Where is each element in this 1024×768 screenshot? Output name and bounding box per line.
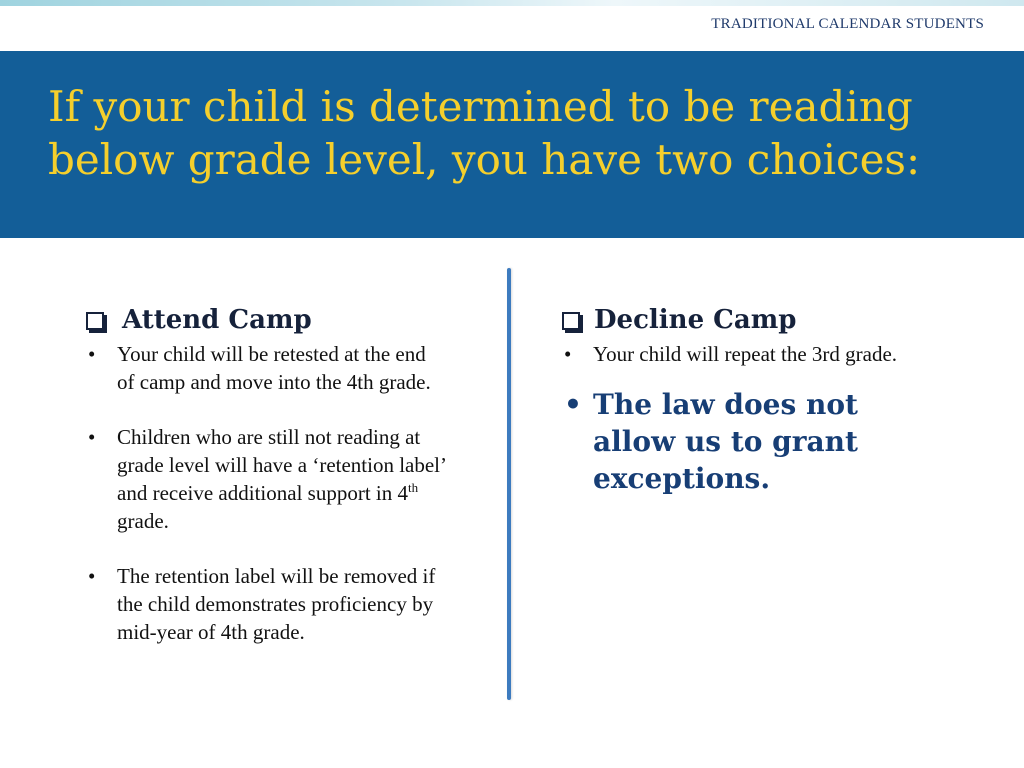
bullet-text-tail: grade. (117, 509, 169, 533)
decline-camp-heading (562, 300, 922, 340)
slide-title (48, 80, 988, 186)
list-item (562, 340, 922, 368)
bullet-text: Children who are still not reading at grade level will have a ‘retention label’ and receive additional support in 4 (117, 425, 446, 505)
header-label: TRADITIONAL CALENDAR STUDENTS (711, 16, 984, 32)
decline-camp-heading-label: Decline Camp (594, 305, 797, 335)
attend-camp-bullet-list (86, 340, 446, 646)
checkbox-icon (562, 312, 580, 330)
bullet-text: The retention label will be removed if the child demonstrates proficiency by mid-year of 4th grade. (117, 564, 436, 644)
list-item (86, 423, 446, 535)
decline-camp-column (562, 300, 922, 497)
slide-title-line-1: If your child is determined to be reading (48, 82, 913, 131)
attend-camp-column (86, 300, 446, 646)
top-accent-bar (0, 0, 1024, 6)
bullet-text: Your child will repeat the 3rd grade. (593, 342, 898, 366)
list-item (86, 562, 446, 646)
ordinal-superscript: th (408, 480, 419, 495)
slide-title-line-2: below grade level, you have two choices: (48, 135, 921, 184)
attend-camp-heading-label: Attend Camp (122, 305, 312, 335)
bullet-text: The law does not allow us to grant exceptions. (593, 388, 858, 495)
decline-camp-bullet-list (562, 340, 922, 497)
checkbox-icon (86, 312, 104, 330)
list-item-emphasis (562, 386, 922, 497)
list-item (86, 340, 446, 396)
column-divider (507, 268, 511, 700)
bullet-text: Your child will be retested at the end of camp and move into the 4th grade. (117, 342, 431, 394)
attend-camp-heading (86, 300, 446, 340)
